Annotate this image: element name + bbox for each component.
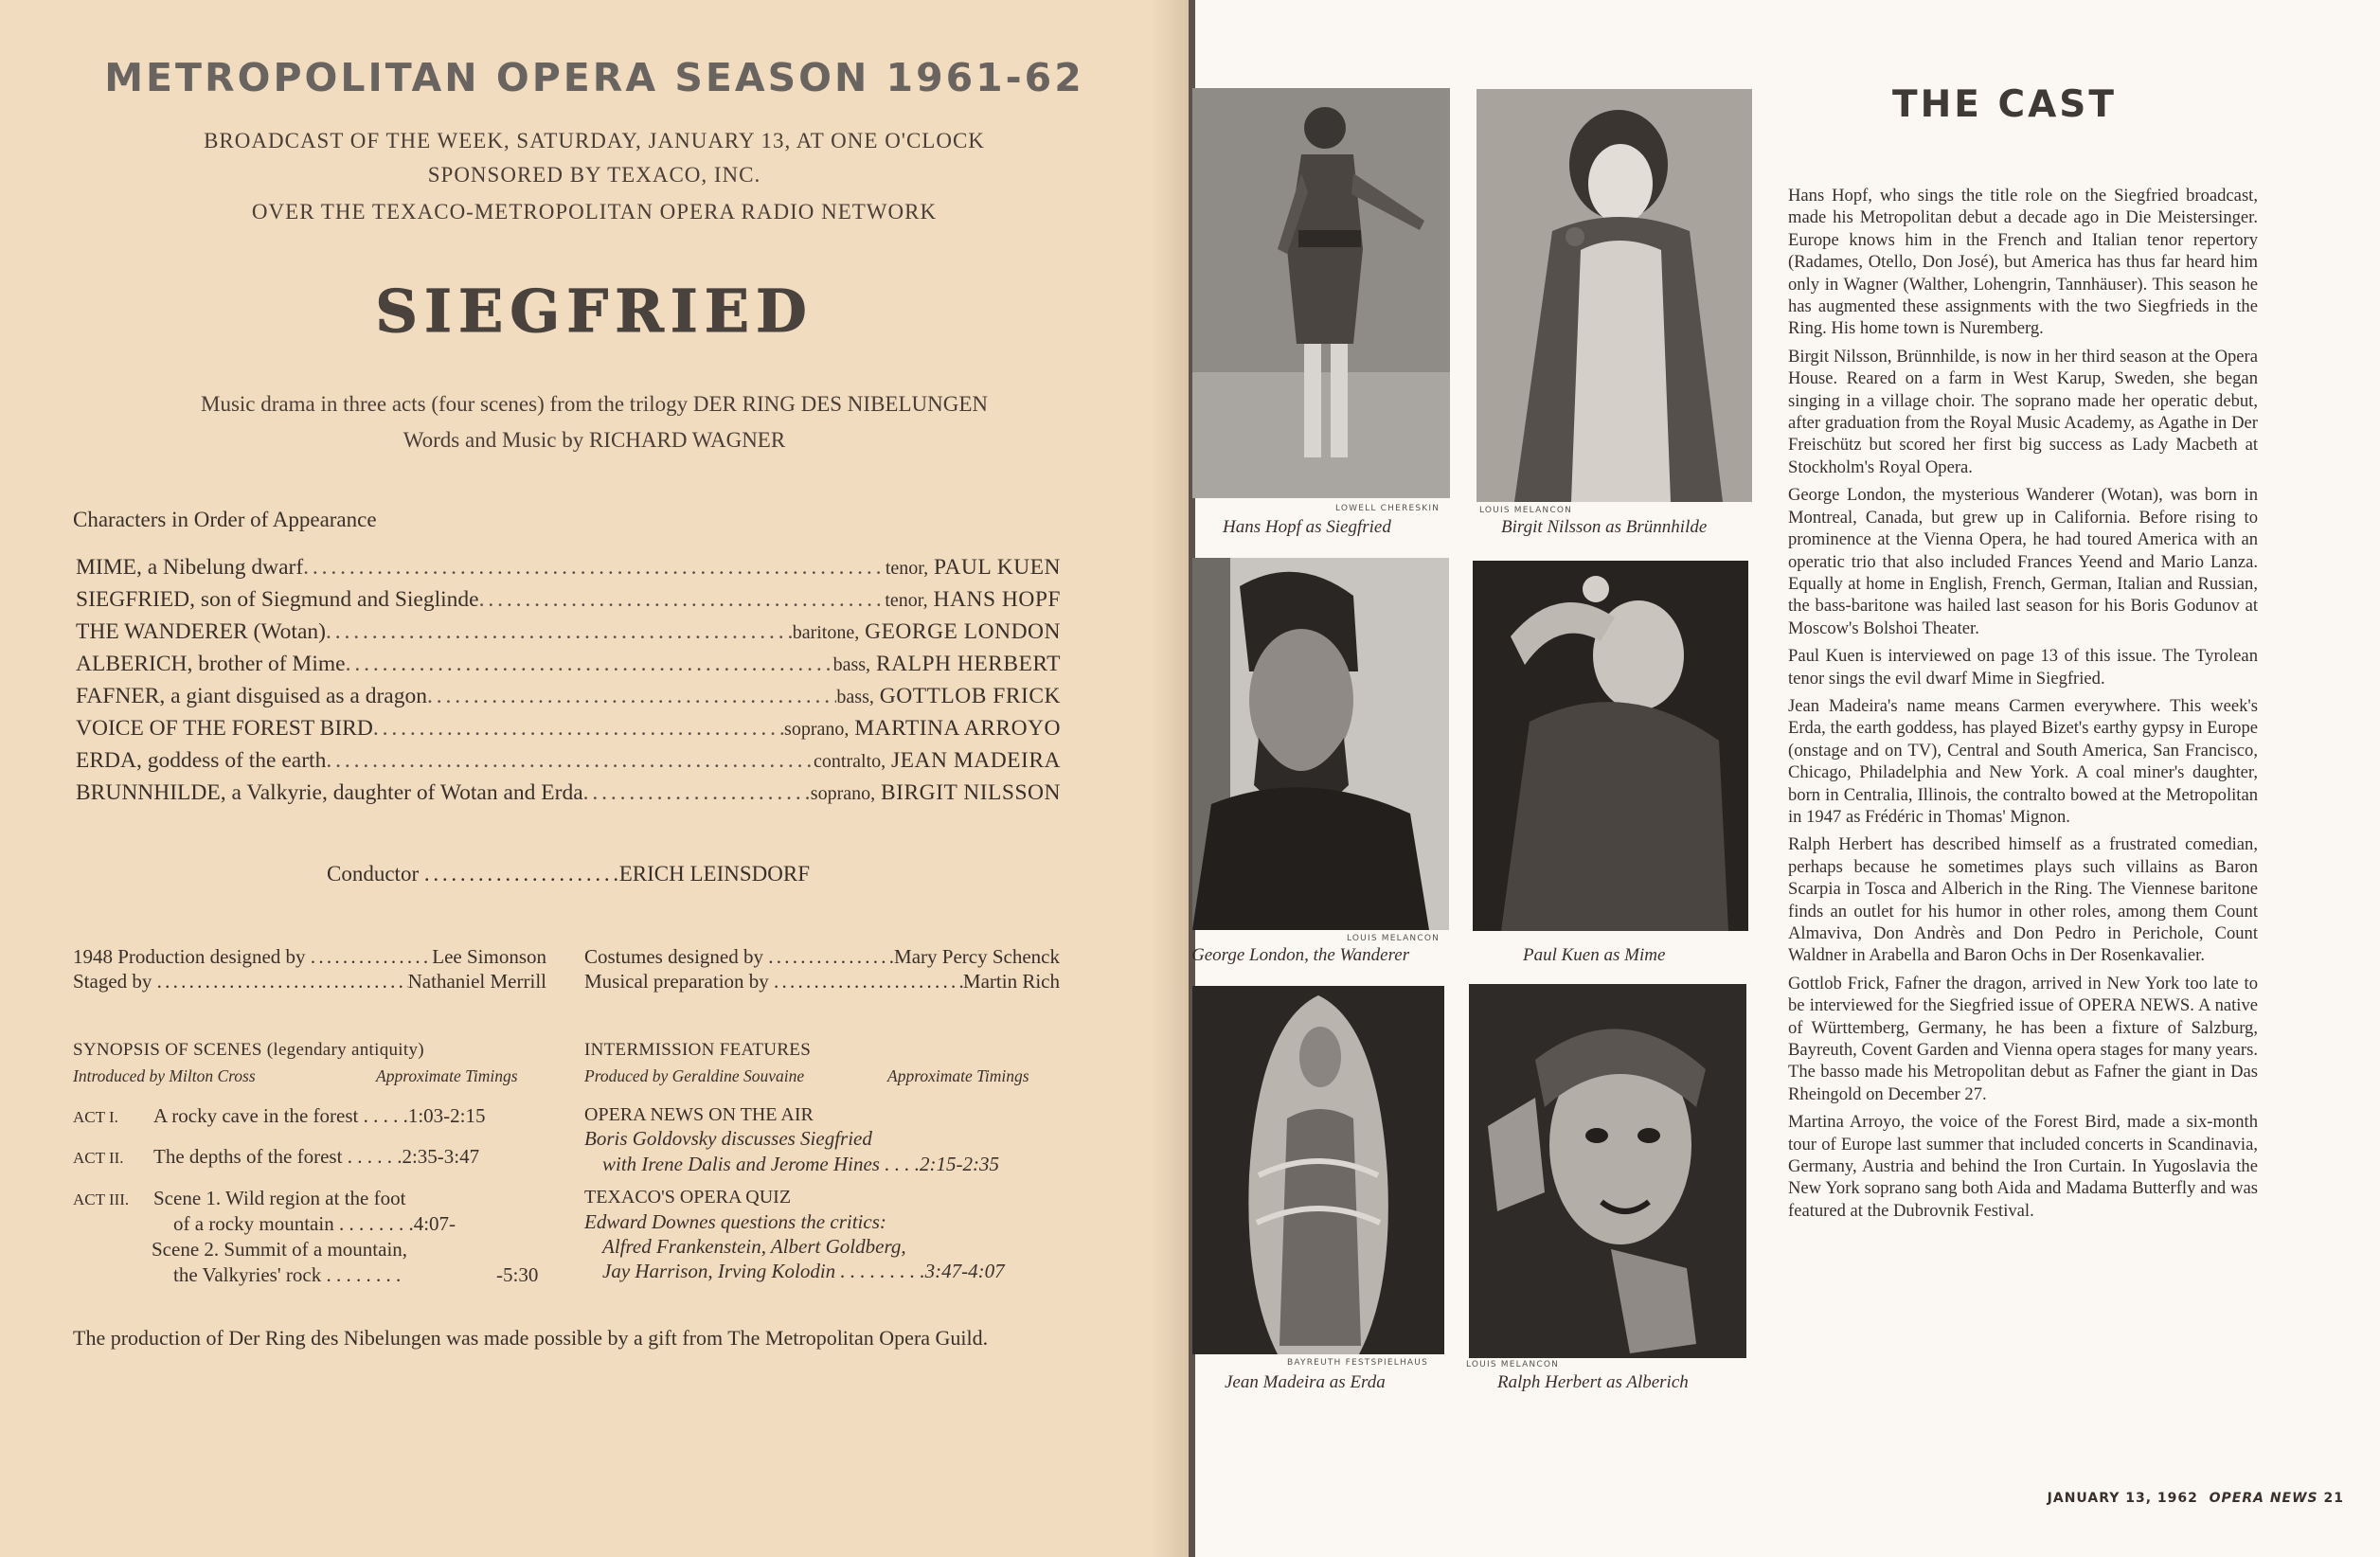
cast-role: THE WANDERER (Wotan) — [76, 619, 326, 644]
cast-row — [76, 778, 1061, 808]
cast-row — [76, 682, 1061, 711]
cast-voice: soprano, — [810, 783, 876, 804]
cast-voice: tenor, — [885, 590, 928, 611]
act-text: Scene 2. Summit of a mountain, — [152, 1238, 408, 1261]
dot-leader — [774, 970, 963, 993]
act-text: A rocky cave in the forest . . . . .1:03-2:15 — [153, 1104, 486, 1127]
photo-caption: Hans Hopf as Siegfried — [1223, 517, 1391, 537]
cast-singer: JEAN MADEIRA — [891, 748, 1061, 773]
photo-george-london — [1192, 558, 1449, 930]
credit-value: Lee Simonson — [432, 945, 546, 968]
credit-label: Staged by — [73, 970, 152, 993]
photo-caption: Birgit Nilsson as Brünnhilde — [1501, 517, 1708, 537]
credit-value: Mary Percy Schenck — [894, 945, 1060, 968]
cast-role: SIEGFRIED, son of Siegmund and Sieglinde — [76, 587, 479, 612]
quiz-line-1 — [584, 1210, 886, 1234]
conductor-line — [327, 862, 810, 886]
photo-caption: Paul Kuen as Mime — [1523, 945, 1666, 965]
bio-paragraph: Paul Kuen is interviewed on page 13 of this issue. The Tyrolean tenor sings the evil dwarf Mime in Siegfried. — [1788, 646, 2258, 689]
quiz-line-2-text: Alfred Frankenstein, Albert Goldberg, — [602, 1235, 906, 1258]
act-label: ACT III. — [73, 1190, 130, 1208]
cast-singer: RALPH HERBERT — [875, 652, 1061, 676]
folio-magazine: OPERA NEWS — [2209, 1491, 2318, 1506]
quiz-title: TEXACO'S OPERA QUIZ — [584, 1187, 792, 1208]
photo-caption: George London, the Wanderer — [1191, 945, 1410, 965]
bio-paragraph: George London, the mysterious Wanderer (Wotan), was born in Montreal, Canada, but grew up in California. Before rising to prominence at the Vienna Opera, he had toured America with an operatic trio that also included Frances Yeend and Mario Lanza. Equally at home in English, French, German, Italian and Russian, the bass-baritone was hailed last season for his Boris Godunov at Moscow's Bolshoi Theater. — [1788, 485, 2258, 638]
dot-leader — [373, 714, 784, 743]
cast-voice: tenor, — [885, 558, 929, 579]
cast-role: MIME, a Nibelung dwarf — [76, 555, 304, 580]
dot-leader — [424, 862, 619, 886]
cast-voice: baritone, — [792, 622, 860, 643]
cast-singer: MARTINA ARROYO — [854, 716, 1061, 741]
conductor-name: ERICH LEINSDORF — [618, 862, 810, 886]
cast-singer: GOTTLOB FRICK — [879, 684, 1061, 708]
cast-bios — [1788, 185, 2258, 1227]
news-title: OPERA NEWS ON THE AIR — [584, 1104, 814, 1125]
photo-credit: LOUIS MELANCON — [1479, 506, 1573, 515]
synopsis-heading: SYNOPSIS OF SCENES (legendary antiquity) — [73, 1040, 424, 1060]
cast-title: THE CAST — [1892, 83, 2117, 126]
cast-row — [76, 650, 1061, 679]
bio-paragraph: Ralph Herbert has described himself as a frustrated comedian, perhaps because he sometimes plays such villains as Baron Scarpia in Tosca and Alberich in the Ring. The Viennese baritone finds an outlet for his humor in other roles, among them Count Almaviva, Don Andrès and Don Pedro in Perichole, Count Waldner in Arabella and Baron Ochs in Der Rosenkavalier. — [1788, 834, 2258, 966]
dot-leader — [346, 650, 833, 678]
cast-singer: HANS HOPF — [933, 587, 1061, 612]
dot-leader — [326, 746, 814, 775]
photo-paul-kuen — [1473, 561, 1748, 931]
cast-role: ALBERICH, brother of Mime — [76, 652, 346, 676]
cast-role: FAFNER, a giant disguised as a dragon — [76, 684, 427, 708]
photo-caption: Jean Madeira as Erda — [1225, 1372, 1386, 1392]
news-line-1-text: Boris Goldovsky discusses Siegfried — [584, 1127, 872, 1150]
credit-label: Costumes designed by — [584, 945, 763, 968]
credit-line — [584, 945, 1060, 969]
credit-value: Nathaniel Merrill — [407, 970, 546, 993]
act-timing: -5:30 — [496, 1263, 539, 1286]
bio-paragraph: Martina Arroyo, the voice of the Forest Bird, made a six-month tour of Europe last summer that included concerts in Scandinavia, Germany, Austria and behind the Iron Curtain. In Yugoslavia the New York soprano sang both Aida and Madama Butterfly and was featured at the Dubrovnik Festival. — [1788, 1112, 2258, 1221]
cast-voice: contralto, — [814, 751, 886, 772]
cast-voice: soprano, — [784, 719, 850, 740]
news-line-2 — [602, 1153, 999, 1176]
news-line-1 — [584, 1127, 872, 1151]
cast-row — [76, 617, 1061, 647]
season-title: METROPOLITAN OPERA SEASON 1961-62 — [104, 55, 1084, 100]
act-text: the Valkyries' rock . . . . . . . . — [173, 1263, 402, 1286]
act-label: ACT I. — [73, 1108, 118, 1126]
photo-ralph-herbert — [1469, 984, 1746, 1358]
folio-page-number: 21 — [2323, 1491, 2344, 1506]
quiz-line-3-text: Jay Harrison, Irving Kolodin . . . . . . . . .3:47-4:07 — [602, 1260, 1005, 1282]
broadcast-line-3: OVER THE TEXACO-METROPOLITAN OPERA RADIO NETWORK — [251, 200, 938, 224]
act-label: ACT II. — [73, 1149, 124, 1167]
news-line-2-text: with Irene Dalis and Jerome Hines . . . .2:15-2:35 — [602, 1153, 999, 1175]
cast-row — [76, 714, 1061, 743]
conductor-label: Conductor — [327, 862, 420, 886]
photo-birgit-nilsson — [1476, 89, 1752, 502]
cast-voice: bass, — [832, 654, 871, 675]
folio-date: JANUARY 13, 1962 — [2047, 1491, 2198, 1506]
photo-hans-hopf — [1192, 88, 1450, 498]
opera-title: SIEGFRIED — [375, 277, 814, 346]
page-folio — [2048, 1491, 2344, 1506]
synopsis-introduced: Introduced by Milton Cross — [73, 1066, 256, 1085]
intermission-heading: INTERMISSION FEATURES — [584, 1040, 812, 1060]
bio-paragraph: Gottlob Frick, Fafner the dragon, arrived in New York too late to be interviewed for the Siegfried issue of OPERA NEWS. A native of Württemberg, Germany, he has been a fixture of Salzburg, Bayreuth, Covent Garden and Vienna opera stages for many years. The basso made his Metropolitan debut as Fafner the giant in Das Rheingold on December 27. — [1788, 973, 2258, 1104]
cast-singer: BIRGIT NILSSON — [880, 780, 1061, 805]
cast-row — [76, 746, 1061, 776]
subtitle-line-2: Words and Music by RICHARD WAGNER — [403, 428, 786, 452]
cast-row — [76, 585, 1061, 615]
dot-leader — [768, 945, 894, 969]
broadcast-line-1: BROADCAST OF THE WEEK, SATURDAY, JANUARY 13, AT ONE O'CLOCK — [204, 129, 985, 152]
dot-leader — [157, 970, 408, 993]
dot-leader — [311, 945, 432, 969]
footnote: The production of Der Ring des Nibelungen was made possible by a gift from The Metropolitan Opera Guild. — [73, 1326, 989, 1350]
cast-role: VOICE OF THE FOREST BIRD — [76, 716, 373, 741]
broadcast-line-2: SPONSORED BY TEXACO, INC. — [427, 163, 761, 187]
dot-leader — [583, 778, 811, 807]
cast-singer: PAUL KUEN — [934, 555, 1061, 580]
intermission-produced: Produced by Geraldine Souvaine — [584, 1066, 805, 1085]
quiz-line-1-text: Edward Downes questions the critics: — [584, 1210, 886, 1233]
act-text: Scene 1. Wild region at the foot — [153, 1187, 406, 1209]
cast-row — [76, 553, 1061, 582]
dot-leader — [427, 682, 836, 710]
act-text: The depths of the forest . . . . . .2:35-3:47 — [153, 1145, 480, 1168]
dot-leader — [326, 617, 793, 646]
quiz-line-2 — [602, 1235, 906, 1259]
photo-credit: LOWELL CHERESKIN — [1335, 504, 1441, 513]
act-row — [73, 1186, 546, 1290]
photo-credit: BAYREUTH FESTSPIELHAUS — [1287, 1358, 1428, 1368]
characters-heading: Characters in Order of Appearance — [73, 508, 377, 531]
credit-label: 1948 Production designed by — [73, 945, 306, 968]
quiz-line-3 — [602, 1260, 1005, 1283]
cast-role: ERDA, goddess of the earth — [76, 748, 327, 773]
bio-paragraph: Jean Madeira's name means Carmen everywhere. This week's Erda, the earth goddess, has played Bizet's earthy gypsy in Europe (onstage and on TV), Central and South America, San Francisco, Chicago, Philadelphia and New York. A coal miner's daughter, born in Centralia, Illinois, the contralto bowed at the Metropolitan in 1947 as Frédéric in Thomas' Mignon. — [1788, 695, 2258, 827]
cast-singer: GEORGE LONDON — [865, 619, 1061, 644]
act-text: of a rocky mountain . . . . . . . .4:07- — [173, 1212, 456, 1235]
photo-jean-madeira — [1192, 986, 1444, 1354]
intermission-timings-label: Approximate Timings — [887, 1066, 1029, 1085]
photo-credit: LOUIS MELANCON — [1347, 934, 1441, 943]
credit-label: Musical preparation by — [584, 970, 769, 993]
bio-paragraph: Hans Hopf, who sings the title role on the Siegfried broadcast, made his Metropolitan debut a decade ago in Die Meistersinger. Europe knows him in the French and Italian tenor repertory (Radames, Otello, Don José), but America has thus far heard him only in Wagner (Walther, Lohengrin, Tannhäuser). This season he has augmented these assignments with the two Siegfrieds in the Ring. His home town is Nuremberg. — [1788, 186, 2258, 339]
left-page — [0, 0, 1189, 1557]
photo-credit: LOUIS MELANCON — [1466, 1360, 1560, 1369]
dot-leader — [303, 553, 886, 582]
cast-voice: bass, — [836, 687, 874, 707]
synopsis-timings-label: Approximate Timings — [376, 1066, 518, 1085]
credit-line — [584, 970, 1060, 993]
credit-line — [73, 945, 546, 969]
bio-paragraph: Birgit Nilsson, Brünnhilde, is now in her third season at the Opera House. Reared on a farm in West Karup, Sweden, she began singing in a village choir. The soprano made her operatic debut, after graduation from the Royal Music Academy, as Agathe in Der Freischütz but scored her first big success as Lady Macbeth at Stockholm's Royal Opera. — [1788, 346, 2258, 477]
dot-leader — [479, 585, 886, 614]
photo-caption: Ralph Herbert as Alberich — [1497, 1372, 1689, 1392]
subtitle-line-1: Music drama in three acts (four scenes) from the trilogy DER RING DES NIBELUNGEN — [201, 392, 988, 416]
credit-line — [73, 970, 546, 993]
credit-value: Martin Rich — [962, 970, 1060, 993]
cast-role: BRUNNHILDE, a Valkyrie, daughter of Wotan and Erda — [76, 780, 583, 805]
